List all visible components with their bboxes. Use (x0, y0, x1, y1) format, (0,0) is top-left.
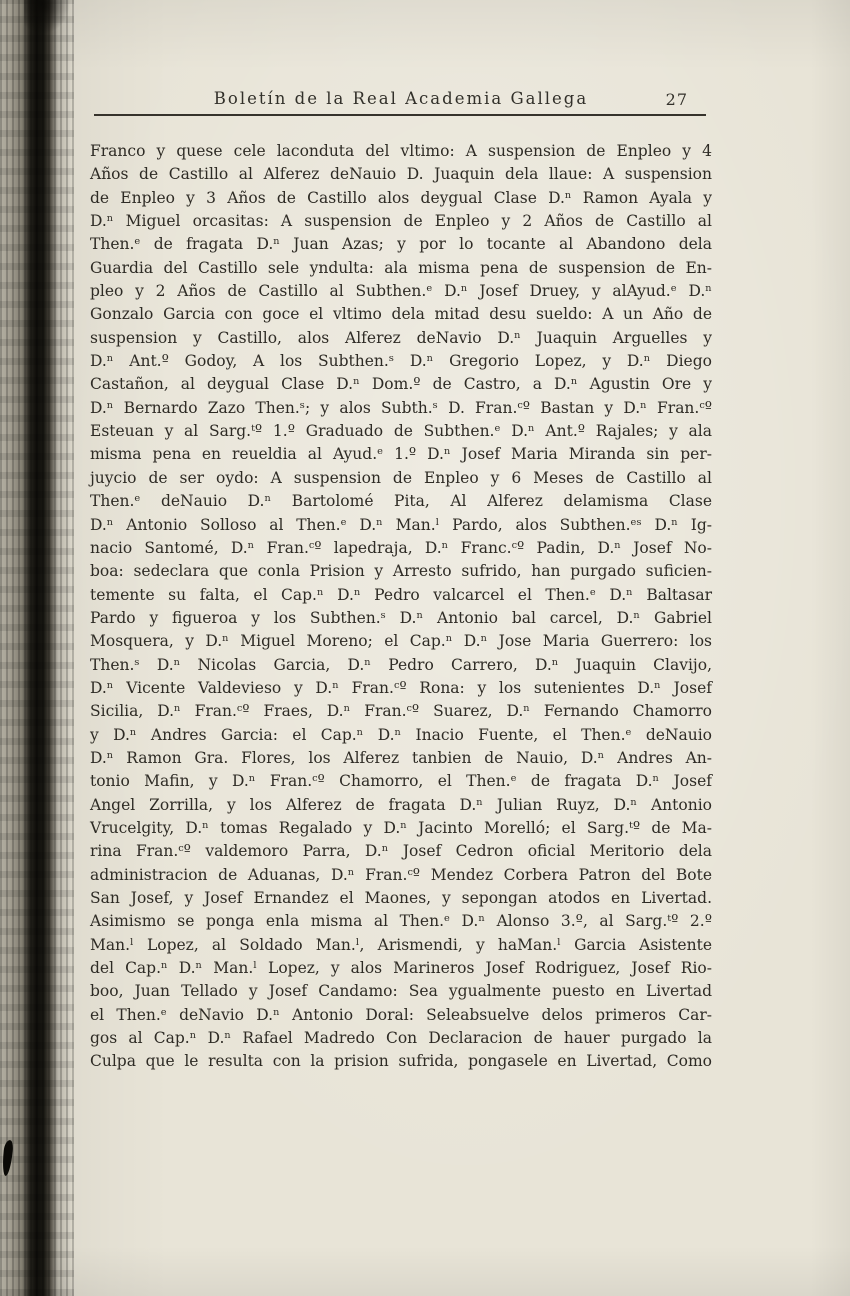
text-line: Vrucelgity, D.ⁿ tomas Regalado y D.ⁿ Jacinto Morelló; el Sarg.ᵗº de Ma- (90, 818, 712, 837)
text-line: el Then.ᵉ deNavio D.ⁿ Antonio Doral: Seleabsuelve delos primeros Car- (90, 1005, 712, 1024)
text-line: pleo y 2 Años de Castillo al Subthen.ᵉ D.ⁿ Josef Druey, y alAyud.ᵉ D.ⁿ (90, 282, 712, 301)
text-line: D.ⁿ Vicente Valdevieso y D.ⁿ Fran.ᶜº Rona: y los sutenientes D.ⁿ Josef (90, 678, 712, 697)
text-line: San Josef, y Josef Ernandez el Maones, y sepongan atodos en Livertad. (90, 889, 712, 907)
text-line: Then.ˢ D.ⁿ Nicolas Garcia, D.ⁿ Pedro Carrero, D.ⁿ Juaquin Clavijo, (90, 655, 712, 674)
text-line: Franco y quese cele laconduta del vltimo: A suspension de Enpleo y 4 (90, 142, 712, 160)
text-line: D.ⁿ Ramon Gra. Flores, los Alferez tanbien de Nauio, D.ⁿ Andres An- (90, 748, 712, 767)
text-line: temente su falta, el Cap.ⁿ D.ⁿ Pedro valcarcel el Then.ᵉ D.ⁿ Baltasar (90, 585, 712, 604)
text-line: boa: sedeclara que conla Prision y Arresto sufrido, han purgado suficien- (90, 562, 712, 581)
text-line: del Cap.ⁿ D.ⁿ Man.ˡ Lopez, y alos Marineros Josef Rodriguez, Josef Rio- (90, 959, 712, 978)
text-line: misma pena en reueldia al Ayud.ᵉ 1.º D.ⁿ Josef Maria Miranda sin per- (90, 445, 712, 464)
page-header (90, 89, 712, 108)
text-line: Pardo y figueroa y los Subthen.ˢ D.ⁿ Antonio bal carcel, D.ⁿ Gabriel (90, 608, 712, 627)
text-line: D.ⁿ Miguel orcasitas: A suspension de Enpleo y 2 Años de Castillo al (90, 212, 712, 231)
text-line: de Enpleo y 3 Años de Castillo alos deygual Clase D.ⁿ Ramon Ayala y (90, 188, 712, 207)
corner-smudge (24, 0, 70, 34)
book-binding-shadow (0, 0, 74, 1296)
header-rule (94, 114, 706, 116)
text-line: y D.ⁿ Andres Garcia: el Cap.ⁿ D.ⁿ Inacio Fuente, el Then.ᵉ deNauio (90, 725, 712, 744)
text-line: D.ⁿ Antonio Solloso al Then.ᵉ D.ⁿ Man.ˡ Pardo, alos Subthen.ᵉˢ D.ⁿ Ig- (90, 515, 712, 534)
page-number: 27 (665, 90, 688, 109)
body-text (90, 140, 712, 1074)
text-line: Años de Castillo al Alferez deNauio D. Juaquin dela llaue: A suspension (90, 165, 712, 184)
text-line: boo, Juan Tellado y Josef Candamo: Sea ygualmente puesto en Livertad (90, 982, 712, 1001)
text-line: administracion de Aduanas, D.ⁿ Fran.ᶜº Mendez Corbera Patron del Bote (90, 865, 712, 884)
text-line: Then.ᵉ de fragata D.ⁿ Juan Azas; y por lo tocante al Abandono dela (90, 235, 712, 254)
text-line: D.ⁿ Bernardo Zazo Then.ˢ; y alos Subth.ˢ D. Fran.ᶜº Bastan y D.ⁿ Fran.ᶜº (90, 398, 712, 417)
text-line: suspension y Castillo, alos Alferez deNavio D.ⁿ Juaquin Arguelles y (90, 328, 712, 347)
text-line: Culpa que le resulta con la prision sufrida, pongasele en Livertad, Como (90, 1052, 712, 1071)
journal-title: Boletín de la Real Academia Gallega (213, 89, 589, 108)
text-line: Sicilia, D.ⁿ Fran.ᶜº Fraes, D.ⁿ Fran.ᶜº Suarez, D.ⁿ Fernando Chamorro (90, 702, 712, 721)
text-line: Angel Zorrilla, y los Alferez de fragata D.ⁿ Julian Ruyz, D.ⁿ Antonio (90, 795, 712, 814)
text-line: Then.ᵉ deNauio D.ⁿ Bartolomé Pita, Al Alferez delamisma Clase (90, 492, 712, 511)
text-line: juycio de ser oydo: A suspension de Enpleo y 6 Meses de Castillo al (90, 468, 712, 487)
text-line: nacio Santomé, D.ⁿ Fran.ᶜº lapedraja, D.ⁿ Franc.ᶜº Padin, D.ⁿ Josef No- (90, 538, 712, 557)
text-line: Mosquera, y D.ⁿ Miguel Moreno; el Cap.ⁿ D.ⁿ Jose Maria Guerrero: los (90, 632, 712, 651)
text-line: rina Fran.ᶜº valdemoro Parra, D.ⁿ Josef Cedron oficial Meritorio dela (90, 842, 712, 861)
text-line: Man.ˡ Lopez, al Soldado Man.ˡ, Arismendi, y haMan.ˡ Garcia Asistente (90, 935, 712, 954)
text-line: Castañon, al deygual Clase D.ⁿ Dom.º de Castro, a D.ⁿ Agustin Ore y (90, 375, 712, 394)
text-line: Asimismo se ponga enla misma al Then.ᵉ D.ⁿ Alonso 3.º, al Sarg.ᵗº 2.º (90, 912, 712, 931)
text-line: gos al Cap.ⁿ D.ⁿ Rafael Madredo Con Declaracion de hauer purgado la (90, 1029, 712, 1048)
text-line: D.ⁿ Ant.º Godoy, A los Subthen.ˢ D.ⁿ Gregorio Lopez, y D.ⁿ Diego (90, 352, 712, 371)
text-line: tonio Mafin, y D.ⁿ Fran.ᶜº Chamorro, el Then.ᵉ de fragata D.ⁿ Josef (90, 772, 712, 791)
text-line: Gonzalo Garcia con goce el vltimo dela mitad desu sueldo: A un Año de (90, 305, 712, 324)
text-line: Guardia del Castillo sele yndulta: ala misma pena de suspension de En- (90, 258, 712, 277)
text-line: Esteuan y al Sarg.ᵗº 1.º Graduado de Subthen.ᵉ D.ⁿ Ant.º Rajales; y ala (90, 422, 712, 441)
